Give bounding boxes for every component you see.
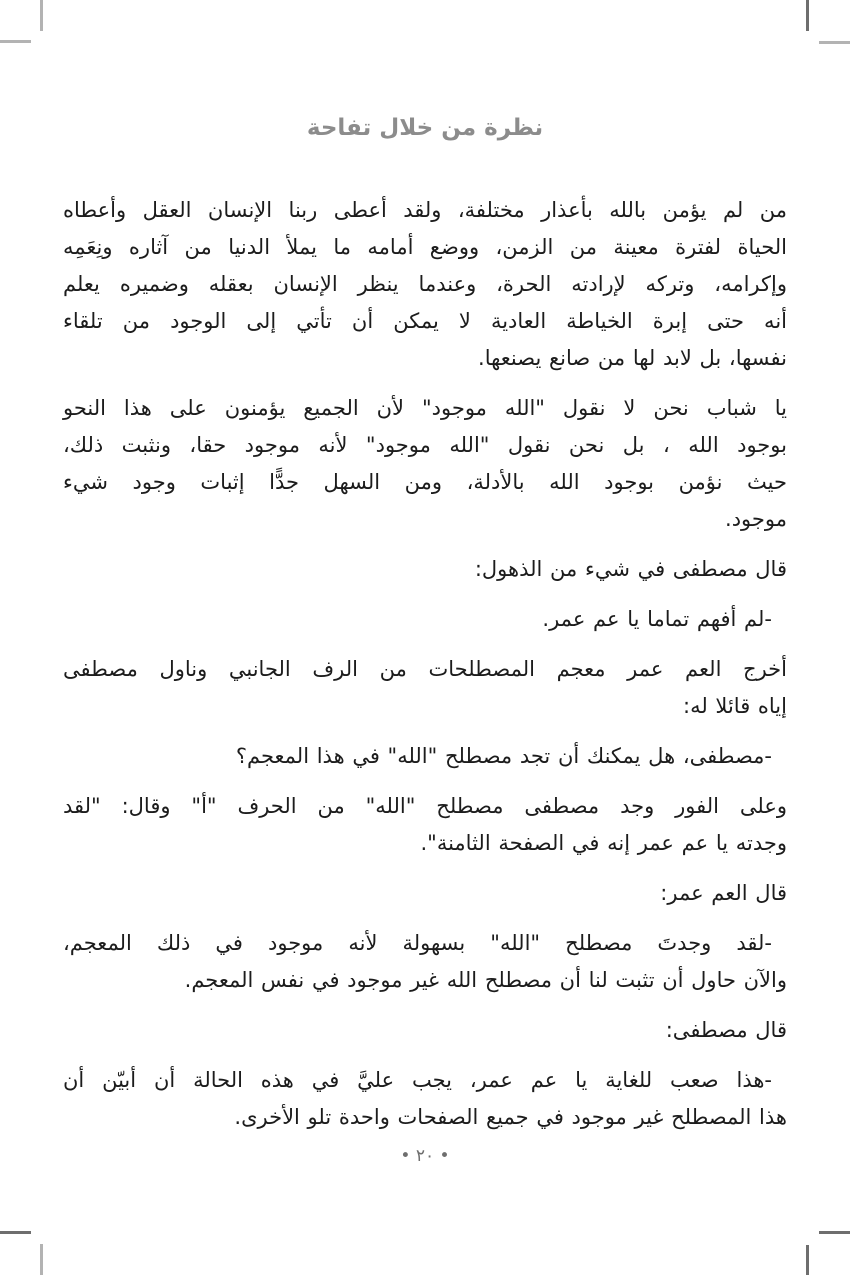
narration-paragraph bbox=[63, 875, 787, 912]
page-content bbox=[63, 0, 787, 1136]
text-line: قال مصطفى في شيء من الذهول: bbox=[474, 557, 787, 582]
narration-paragraph bbox=[63, 651, 787, 725]
dialogue-paragraph bbox=[63, 1062, 787, 1136]
dialogue-paragraph bbox=[63, 925, 787, 999]
text-line: -لقد وجدتَ مصطلح "الله" بسهولة لأنه موجود في ذلك المعجم، bbox=[63, 931, 772, 956]
crop-mark-top-left-horizontal bbox=[0, 40, 31, 43]
page-title: نظرة من خلال تفاحة bbox=[306, 115, 544, 141]
narration-paragraph bbox=[63, 192, 787, 377]
text-line: وإكرامه، وتركه لإرادته الحرة، وعندما ينظر الإنسان بعقله وضميره يعلم bbox=[63, 272, 787, 297]
text-line: أنه حتى إبرة الخياطة العادية لا يمكن أن تأتي إلى الوجود من تلقاء bbox=[63, 309, 787, 334]
text-line: من لم يؤمن بالله بأعذار مختلفة، ولقد أعطى ربنا الإنسان العقل وأعطاه bbox=[63, 198, 787, 223]
dialogue-paragraph bbox=[63, 601, 787, 638]
crop-mark-bottom-right-horizontal bbox=[819, 1231, 850, 1234]
crop-mark-bottom-left-horizontal bbox=[0, 1231, 31, 1234]
page-number: • ٢٠ • bbox=[400, 1146, 450, 1166]
narration-paragraph bbox=[63, 1012, 787, 1049]
crop-mark-bottom-left-vertical bbox=[40, 1244, 43, 1275]
text-line: إياه قائلا له: bbox=[683, 694, 787, 719]
text-line: موجود. bbox=[725, 507, 787, 532]
text-line: -مصطفى، هل يمكنك أن تجد مصطلح "الله" في هذا المعجم؟ bbox=[235, 744, 772, 769]
text-line: حيث نؤمن بوجود الله بالأدلة، ومن السهل جدًّا إثبات وجود شيء bbox=[63, 470, 787, 495]
text-line: وعلى الفور وجد مصطفى مصطلح "الله" من الحرف "أ" وقال: "لقد bbox=[63, 794, 787, 819]
crop-mark-top-right-horizontal bbox=[819, 41, 850, 44]
text-line: هذا المصطلح غير موجود في جميع الصفحات واحدة تلو الأخرى. bbox=[234, 1105, 787, 1130]
crop-mark-bottom-right-vertical bbox=[806, 1245, 809, 1275]
text-line: قال مصطفى: bbox=[665, 1018, 787, 1043]
crop-mark-top-right-vertical bbox=[806, 0, 809, 31]
text-line: بوجود الله ، بل نحن نقول "الله موجود" لأنه موجود حقا، ونثبت ذلك، bbox=[63, 433, 787, 458]
narration-paragraph bbox=[63, 788, 787, 862]
crop-mark-top-left-vertical bbox=[40, 0, 43, 31]
text-line: قال العم عمر: bbox=[660, 881, 787, 906]
text-line: يا شباب نحن لا نقول "الله موجود" لأن الجميع يؤمنون على هذا النحو bbox=[63, 396, 787, 421]
text-line: -لم أفهم تماما يا عم عمر. bbox=[542, 607, 772, 632]
text-line: والآن حاول أن تثبت لنا أن مصطلح الله غير موجود في نفس المعجم. bbox=[184, 968, 787, 993]
narration-paragraph bbox=[63, 551, 787, 588]
text-line: أخرج العم عمر معجم المصطلحات من الرف الجانبي وناول مصطفى bbox=[63, 657, 787, 682]
paragraphs-container bbox=[63, 192, 787, 1136]
dialogue-paragraph bbox=[63, 738, 787, 775]
text-line: الحياة لفترة معينة من الزمن، ووضع أمامه ما يملأ الدنيا من آثاره ونِعَمِه bbox=[63, 235, 787, 260]
narration-paragraph bbox=[63, 390, 787, 538]
text-line: نفسها، بل لابد لها من صانع يصنعها. bbox=[478, 346, 787, 371]
text-line: وجدته يا عم عمر إنه في الصفحة الثامنة". bbox=[420, 831, 787, 856]
text-line: -هذا صعب للغاية يا عم عمر، يجب عليَّ في هذه الحالة أن أبيّن أن bbox=[63, 1068, 772, 1093]
